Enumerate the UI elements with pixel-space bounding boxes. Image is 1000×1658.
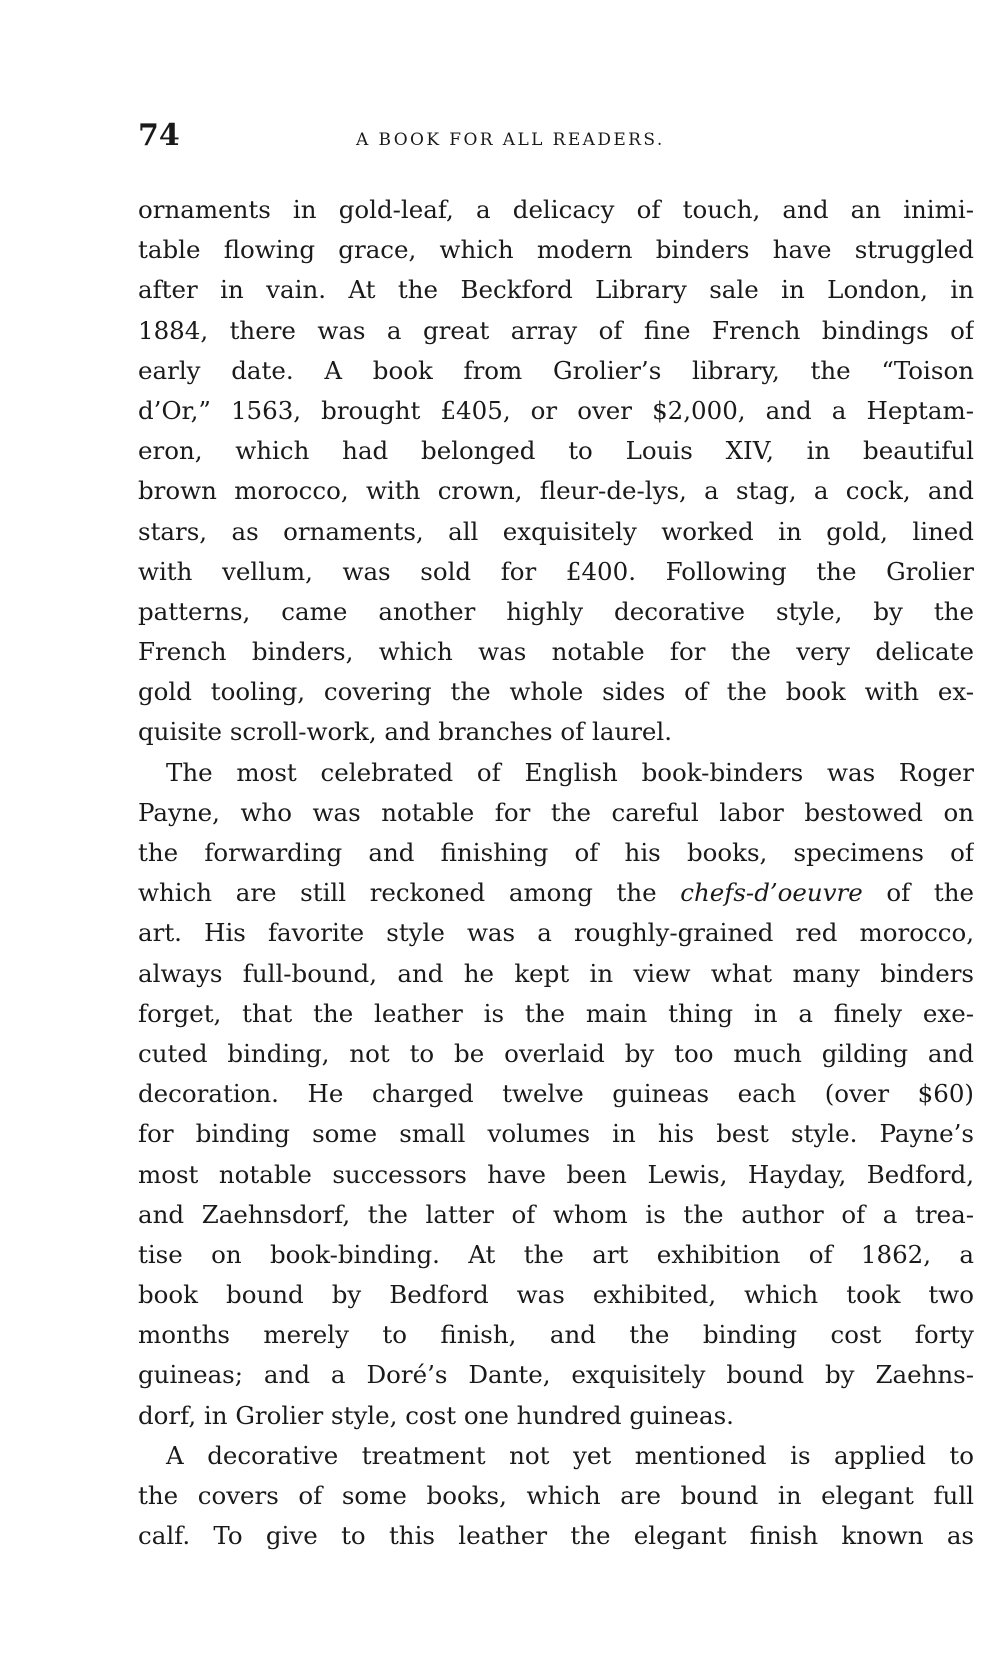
text-line: ornaments in gold-leaf, a delicacy of touch, and an inimi- — [138, 195, 974, 224]
text-line: always full-bound, and he kept in view what many binders — [138, 958, 974, 988]
text-line: decoration. He charged twelve guineas each (over $60) — [138, 1079, 974, 1109]
text-line: and Zaehnsdorf, the latter of whom is the author of a trea- — [138, 1199, 974, 1229]
text-line: cuted binding, not to be overlaid by too much gilding and — [138, 1038, 974, 1068]
paragraph-start-line: A decorative treatment not yet mentioned is applied to — [166, 1440, 974, 1470]
paragraph-end-line: dorf, in Grolier style, cost one hundred guineas. — [138, 1400, 734, 1430]
text-line: gold tooling, covering the whole sides of the book with ex- — [138, 677, 974, 707]
italic-phrase: chefs-d’oeuvre — [680, 878, 863, 908]
text-line: guineas; and a Doré’s Dante, exquisitely bound by Zaehns- — [138, 1360, 974, 1390]
text-line: forget, that the leather is the main thing in a finely exe- — [138, 998, 974, 1028]
running-title: A BOOK FOR ALL READERS. — [356, 130, 665, 150]
text-line: 1884, there was a great array of fine French bindings of — [138, 315, 974, 345]
text-line: table flowing grace, which modern binders have struggled — [138, 235, 974, 265]
text-line: brown morocco, with crown, fleur-de-lys, a stag, a cock, and — [138, 476, 974, 506]
page-number: 74 — [138, 118, 180, 153]
text-line: early date. A book from Grolier’s library, the “Toison — [138, 355, 974, 385]
text-line: patterns, came another highly decorative style, by the — [138, 596, 974, 626]
text-line: eron, which had belonged to Louis XIV, in beautiful — [138, 436, 974, 466]
line-segment: of the — [862, 878, 974, 908]
text-line: months merely to finish, and the binding cost forty — [138, 1320, 974, 1350]
page-header — [138, 118, 974, 158]
text-line: with vellum, was sold for £400. Following the Grolier — [138, 556, 974, 586]
text-line: Payne, who was notable for the careful labor bestowed on — [138, 797, 974, 827]
text-line: book bound by Bedford was exhibited, which took two — [138, 1280, 974, 1310]
text-line: tise on book-binding. At the art exhibition of 1862, a — [138, 1239, 974, 1269]
text-line: calf. To give to this leather the elegant finish known as — [138, 1521, 974, 1551]
text-line: for binding some small volumes in his best style. Payne’s — [138, 1119, 974, 1149]
text-line: the covers of some books, which are bound in elegant full — [138, 1481, 974, 1510]
text-line: d’Or,” 1563, brought £405, or over $2,000, and a Heptam- — [138, 395, 974, 425]
text-line: after in vain. At the Beckford Library sale in London, in — [138, 275, 974, 305]
text-line: stars, as ornaments, all exquisitely worked in gold, lined — [138, 516, 974, 546]
text-line: most notable successors have been Lewis, Hayday, Bedford, — [138, 1159, 974, 1189]
text-line: French binders, which was notable for the very delicate — [138, 637, 974, 667]
text-line: art. His favorite style was a roughly-grained red morocco, — [138, 918, 974, 948]
text-line-with-italic — [138, 873, 974, 913]
text-line: the forwarding and finishing of his books, specimens of — [138, 838, 974, 867]
body-text — [138, 190, 974, 1556]
paragraph-end-line: quisite scroll-work, and branches of laurel. — [138, 717, 673, 747]
line-segment: which are still reckoned among the — [138, 878, 681, 908]
paragraph-start-line: The most celebrated of English book-binders was Roger — [166, 757, 974, 787]
